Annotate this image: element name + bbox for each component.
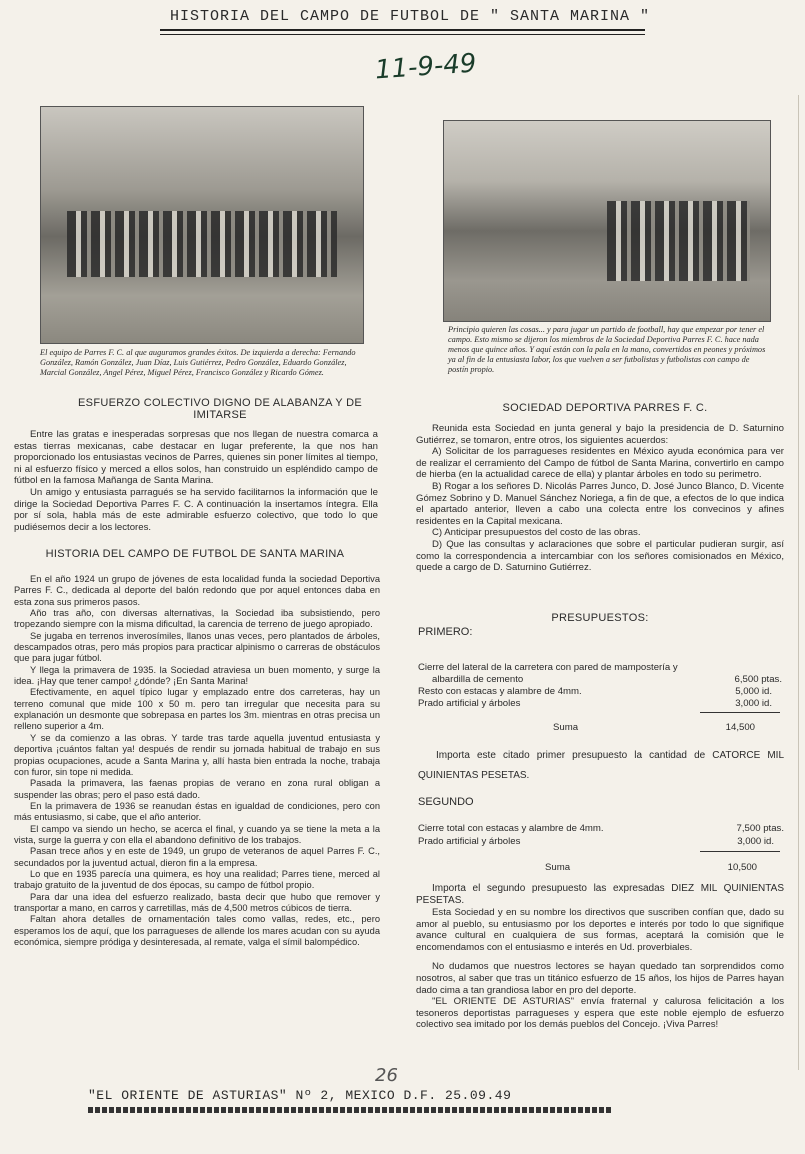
footer-masthead: "EL ORIENTE DE ASTURIAS" Nº 2, MEXICO D.F. 25.09.49 <box>88 1088 512 1103</box>
budget-desc: Cierre total con estacas y alambre de 4mm. <box>418 823 604 834</box>
heading-sociedad: SOCIEDAD DEPORTIVA PARRES F. C. <box>502 402 708 414</box>
page-title: HISTORIA DEL CAMPO DE FUTBOL DE " SANTA MARINA " <box>169 8 651 25</box>
acuerdos-text <box>416 423 784 574</box>
history-paragraph: Se jugaba en terrenos inverosímiles, llanos unas veces, pero plantados de árboles, descampados otras, pero más propios para practicar alpinismo o carreras de obstáculos que para jugar fútbol. <box>14 630 380 664</box>
primero-label: PRIMERO: <box>418 626 473 638</box>
history-paragraph: Pasada la primavera, las faenas propias de verano en zona rural obligan a suspender las obras; pero el paso está dado. <box>14 778 380 800</box>
closing-text <box>416 883 784 1031</box>
intro-paragraph: Entre las gratas e inesperadas sorpresas que nos llegan de nuestra comarca a estas tierras mexicanas, cabe destacar en lugar preferente, la que nos han proporcionado los entusiastas vecinos de Parres, quienes sin poner límites al tiempo, ni al esfuerzo físico y merced a ellos solos, han construido un espléndido campo de fútbol en la famosa Mañanga de Santa Marina. <box>14 429 378 487</box>
acuerdo-paragraph: A) Solicitar de los parragueses residentes en México ayuda económica para ver de realizar el cerramiento del Campo de fútbol de Santa Marina, convertirlo en campo de hierba (en la actualidad carece de ella) y plantar árboles en todo su perimetro. <box>416 446 784 481</box>
team-photo <box>40 106 364 344</box>
history-paragraph: Efectivamente, en aquel típico lugar y emplazado entre dos carreteras, hay un terreno comunal que mide 100 x 50 m. pero tan irregular que necesita para su explanación un desmonte que sobrepasa en partes los 3m. mientras en otras precisa un relleno superior a 4m. <box>14 687 380 732</box>
workers-group <box>607 201 750 281</box>
title-rule-bottom <box>160 34 645 35</box>
budget-amount: 3,000 id. <box>737 836 774 847</box>
heading-presupuestos: PRESUPUESTOS: <box>551 612 649 624</box>
primero-total-text: Importa este citado primer presupuesto la cantidad de CATORCE MIL QUINIENTAS PESETAS. <box>418 750 784 781</box>
budget-amount: 7,500 ptas. <box>736 823 784 834</box>
budget-row <box>418 662 784 673</box>
budget-desc: Prado artificial y árboles <box>418 836 521 847</box>
primero-sum-row <box>553 722 783 733</box>
budget-amount: 6,500 ptas. <box>734 674 782 685</box>
intro-text <box>14 429 378 533</box>
history-paragraph: En la primavera de 1936 se reanudan éstas en igualdad de condiciones, pero con más entusiasmo, si cabe, que el año anterior. <box>14 800 380 823</box>
acuerdo-paragraph: B) Rogar a los señores D. Nicolás Parres Junco, D. José Junco Blanco, D. Vicente Gómez Sobrino y D. Manuel Sánchez Noriega, a fin de que, a efectos de lo que indica el apartado anterior, lleven a cabo una colecta entre los convecinos y afines residentes en la Capital mexicana. <box>416 480 784 527</box>
footer-rule <box>88 1107 613 1113</box>
budget-row <box>418 698 782 709</box>
closing-paragraph: No dudamos que nuestros lectores se hayan quedado tan sorprendidos como nosotros, al saber que tras un titánico esfuerzo de 15 años, los hijos de Parres hayan dado cima a tan grandiosa labor en pro del deporte. <box>416 961 784 996</box>
history-paragraph: Lo que en 1935 parecía una quimera, es hoy una realidad; Parres tiene, merced al trabajo gratuito de la juventud de dos épocas, su campo de fútbol propio. <box>14 868 380 891</box>
budget-desc: albardilla de cemento <box>432 674 524 685</box>
history-paragraph: Y se da comienzo a las obras. Y tarde tras tarde aquella juventud entusiasta y deportiva ¡cuántos faltan ya! después de rendir su jornada habitual de trabajo en sus propias ocupaciones, acude a Santa Marina y, allí hasta bien entrada la noche, trabaja con furor, sin tope ni medida. <box>14 732 380 777</box>
closing-paragraph: "EL ORIENTE DE ASTURIAS" envía fraternal y calurosa felicitación a los tesoneros deportistas parragueses y espera que este noble ejemplo de esfuerzo colectivo sea imitado por los demás pueblos del Concejo. ¡Viva Parres! <box>416 996 784 1031</box>
budget-row <box>432 674 782 685</box>
history-paragraph: Y llega la primavera de 1935. la Sociedad atraviesa un buen momento, y surge la idea. ¡Hay que tener campo! ¿dónde? ¡En Santa Marina! <box>14 664 380 687</box>
budget-amount: 5,000 id. <box>735 686 772 697</box>
intro-paragraph: Un amigo y entusiasta parragués se ha servido facilitarnos la información que le dirige la Sociedad Deportiva Parres F. C. A continuación la insertamos íntegra. Ella por sí sola, habla más de este admirable esfuerzo colectivo, que todo lo que pudiésemos decir a los lectores. <box>14 486 378 533</box>
closing-paragraph: Importa el segundo presupuesto las expresadas DIEZ MIL QUINIENTAS PESETAS. <box>416 883 784 906</box>
workers-photo-caption: Principio quieren las cosas... y para jugar un partido de football, hay que empezar por tener el campo. Esto mismo se dijeron los miembros de la Sociedad Deportiva Parres F. C. hace nada menos que quince años. Y aquí están con la pala en la mano, convertidos en peones y próximos ya al fin de la entusiasta labor, los que vuelven a ser futbolistas y futbolistas con campo de postín propio. <box>448 325 766 374</box>
closing-paragraph: Esta Sociedad y en su nombre los directivos que suscriben confían que, dado su amor al pueblo, su entusiasmo por los deportes e interés por todo lo que signifique avance cultural en cualquiera de sus formas, aceptará la comisión que le encomendamos con el entusiasmo e interés en Ud. proverbiales. <box>416 907 784 953</box>
heading-historia: HISTORIA DEL CAMPO DE FUTBOL DE SANTA MARINA <box>45 548 345 560</box>
history-paragraph: En el año 1924 un grupo de jóvenes de esta localidad funda la sociedad Deportiva Parres F. C., dedicada al deporte del balón redondo que por aquel entonces daba en esta zona sus primeros pasos. <box>14 574 380 607</box>
sum-label: Suma <box>545 862 571 873</box>
segundo-label: SEGUNDO <box>418 796 474 808</box>
sum-label: Suma <box>553 722 579 733</box>
history-text <box>14 574 380 948</box>
budget-desc: Resto con estacas y alambre de 4mm. <box>418 686 582 697</box>
history-paragraph: Para dar una idea del esfuerzo realizado, basta decir que hubo que remover y transportar a mano, en carros y carretillas, más de 4,500 metros cúbicos de tierra. <box>14 891 380 913</box>
team-photo-caption: El equipo de Parres F. C. al que auguramos grandes éxitos. De izquierda a derecha: Fernando González, Ramón González, Juan Díaz, Luis Gutiérrez, Pedro González, Eduardo González, Marcial González, Angel Pérez, Miguel Pérez, Francisco González y Ricardo Gómez. <box>40 348 356 377</box>
workers-photo <box>443 120 771 322</box>
budget-row <box>418 823 784 834</box>
history-paragraph: Faltan ahora detalles de ornamentación tales como vallas, redes, etc., pero esperamos los de aquí, que los parragueses de allende los mares acudan con su ayuda económica, siempre pródiga y desinteresada, al remate, valga el símil balompédico. <box>14 914 380 947</box>
heading-esfuerzo: ESFUERZO COLECTIVO DIGNO DE ALABANZA Y DE IMITARSE <box>78 397 362 421</box>
history-paragraph: El campo va siendo un hecho, se acerca el final, y cuando ya se tiene la meta a la vista, surge la guerra y con ella el abandono definitivo de los trabajos. <box>14 823 380 845</box>
players-row <box>67 211 338 277</box>
title-rule-top <box>160 29 645 31</box>
acuerdo-paragraph: D) Que las consultas y aclaraciones que sobre el particular pudieran surgir, así como la correspondencia a intercambiar con los señores comisionados en México, quede a cargo de D. Saturnino Gutiérrez. <box>416 538 784 574</box>
acuerdo-paragraph: C) Anticipar presupuestos del costo de las obras. <box>432 527 641 539</box>
handwritten-date: 11-9-49 <box>374 48 478 86</box>
budget-row <box>418 836 784 847</box>
sum-rule <box>700 851 780 852</box>
segundo-sum-row <box>545 862 785 873</box>
budget-desc: Prado artificial y árboles <box>418 698 521 709</box>
budget-amount: 3,000 id. <box>735 698 772 709</box>
history-paragraph: Pasan trece años y en este de 1949, un grupo de veteranos de aquel Parres F. C., secundados por la juventud actual, dieron fin a la empresa. <box>14 846 380 868</box>
budget-desc: Cierre del lateral de la carretera con pared de mampostería y <box>418 662 678 673</box>
page-number: 26 <box>375 1065 398 1086</box>
budget-row <box>418 686 782 697</box>
history-paragraph: Año tras año, con diversas alternativas, la Sociedad iba subsistiendo, pero tropezando siempre con la misma dificultad, la carencia de terreno de juego apropiado. <box>14 608 380 630</box>
sum-amount: 10,500 <box>727 862 757 873</box>
sum-amount: 14,500 <box>725 722 755 733</box>
acuerdo-paragraph: Reunida esta Sociedad en junta general y bajo la presidencia de D. Saturnino Gutiérrez, se tomaron, entre otros, los siguientes acuerdos: <box>416 423 784 446</box>
sum-rule <box>700 712 780 713</box>
